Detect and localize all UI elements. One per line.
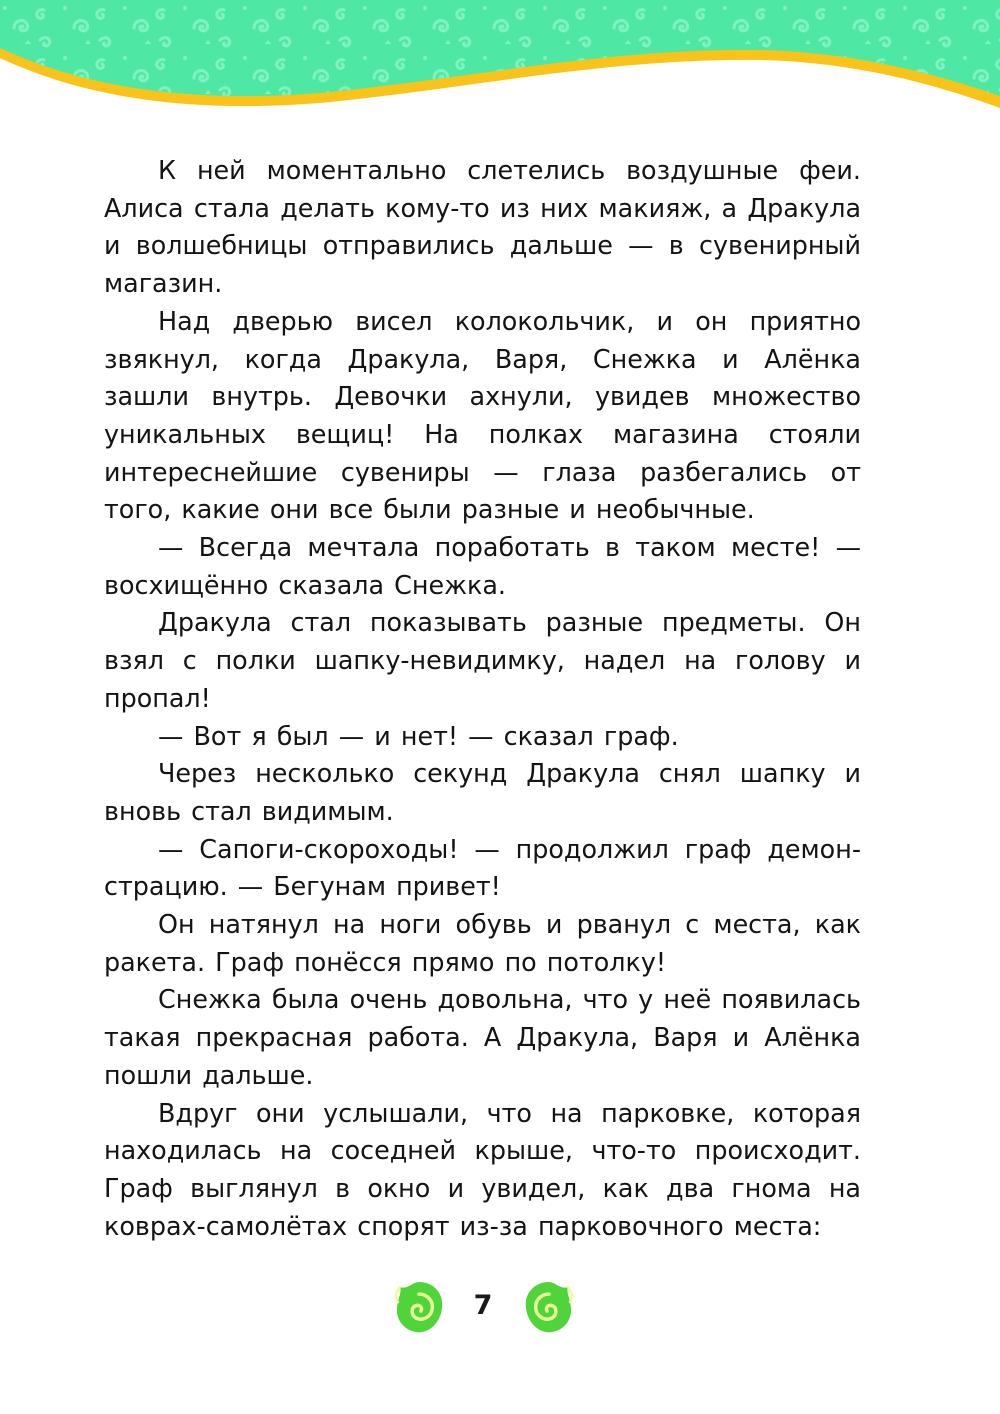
paragraph: Вдруг они услышали, что на парковке, которая находилась на соседней крыше, что-то происходит. Граф выглянул в окно и увидел, как два гнома на коврах-самолётах спорят из-за парковочного места: xyxy=(104,1097,861,1241)
paragraph: Через несколько секунд Дракула снял шапку и вновь стал видимым. xyxy=(104,758,861,826)
paragraph: — Всегда мечтала поработать в таком месте! — восхищённо сказала Снежка. xyxy=(104,532,861,600)
swirl-icon xyxy=(522,1278,576,1336)
paragraph: Над дверью висел колокольчик, и он приятно звякнул, когда Дракула, Варя, Снежка и Алёнка зашли внутрь. Девочки ахнули, увидев множество уникальных вещиц! На полках магазина стояли интереснейшие сувениры — глаза разбегались от того, какие они все были разные и необычные. xyxy=(104,305,861,525)
decorative-header-band xyxy=(0,0,1000,150)
paragraph: Дракула стал показывать разные предметы. Он взял с полки шапку-невидимку, надел на голову и пропал! xyxy=(104,607,861,713)
page-footer xyxy=(0,1278,1000,1338)
paragraph: Снежка была очень довольна, что у неё появилась такая прекрасная работа. А Дракула, Варя и Алёнка пошли дальше. xyxy=(104,984,861,1090)
paragraph: К ней моментально слетелись воздушные феи. Алиса стала делать кому-то из них макияж, а Дракула и волшебницы отправились дальше — в сувенирный магазин. xyxy=(104,155,861,299)
story-text xyxy=(104,152,861,1245)
paragraph: — Вот я был — и нет! — сказал граф. xyxy=(158,720,679,751)
swirl-icon xyxy=(392,1278,446,1336)
page-number: 7 xyxy=(473,1290,493,1321)
paragraph: Он натянул на ноги обувь и рванул с места, как ракета. Граф понёсся прямо по потолку! xyxy=(104,909,861,977)
paragraph: — Сапоги-скороходы! — продолжил граф демонстрацию. — Бегунам привет! xyxy=(104,833,861,902)
